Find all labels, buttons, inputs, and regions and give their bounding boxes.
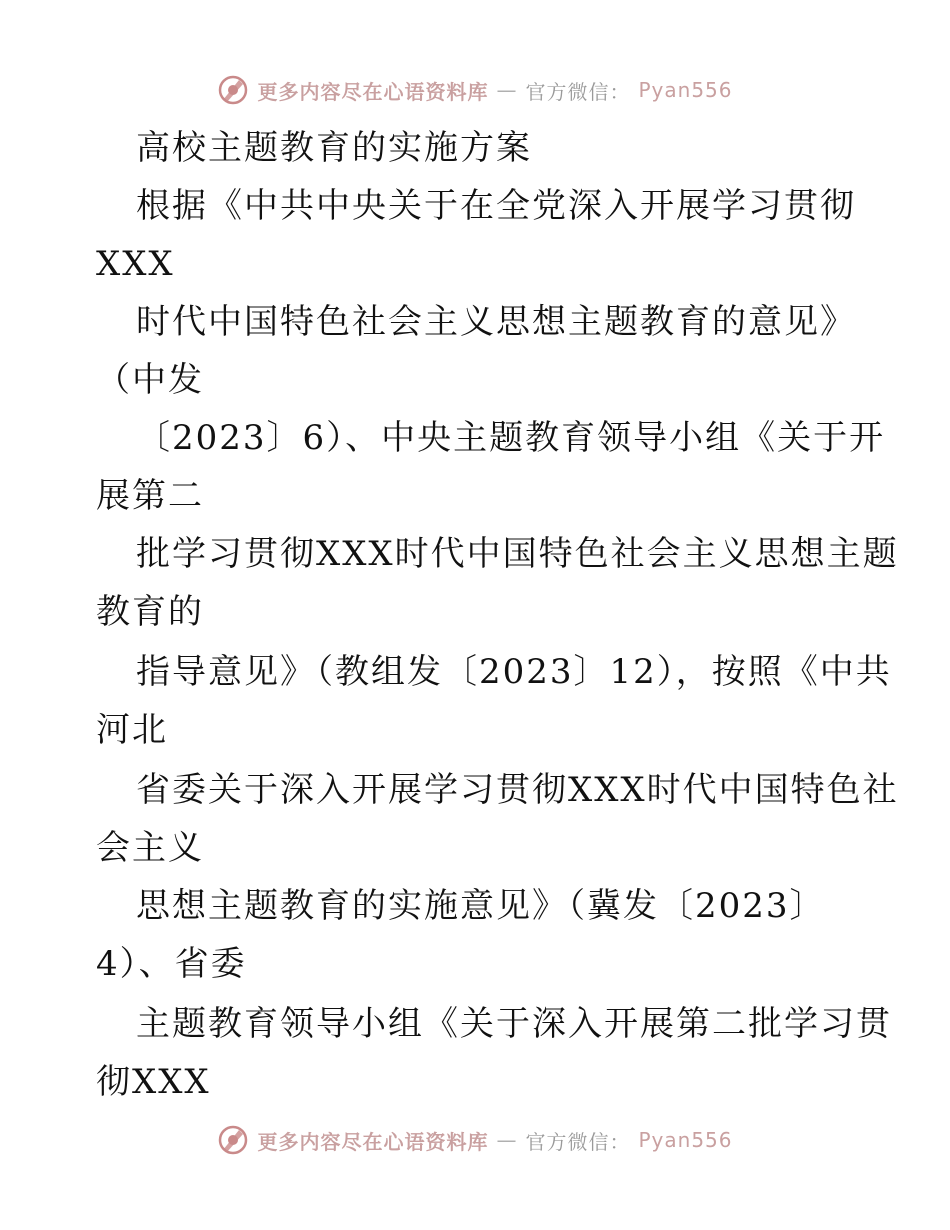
body-line: 批学习贯彻XXX时代中国特色社会主义思想主题: [136, 534, 899, 574]
body-line: 指导意见》（教组发〔2023〕12），按照《中共: [136, 652, 892, 692]
watermark-id: Pyan556: [638, 1128, 733, 1152]
body-line: （中发: [96, 360, 204, 400]
body-line: 河北: [96, 710, 168, 750]
pen-logo-icon: [217, 74, 249, 106]
watermark-dash: —: [496, 1128, 518, 1152]
watermark-dash: —: [496, 78, 518, 102]
body-line: 根据《中共中央关于在全党深入开展学习贯彻: [136, 186, 856, 226]
header-watermark: [0, 70, 950, 110]
body-line: 主题教育领导小组《关于深入开展第二批学习贯: [136, 1004, 892, 1044]
body-line: 彻XXX: [96, 1062, 211, 1102]
watermark-id: Pyan556: [638, 78, 733, 102]
body-line: 思想主题教育的实施意见》（冀发〔2023〕: [136, 886, 826, 926]
watermark-main-text: 更多内容尽在心语资料库: [257, 79, 489, 104]
body-line: 会主义: [96, 828, 204, 868]
watermark-main-text: 更多内容尽在心语资料库: [257, 1129, 489, 1154]
pen-logo-icon: [217, 1124, 249, 1156]
watermark-sub-text: 官方微信：: [525, 1129, 631, 1154]
watermark-sub-text: 官方微信：: [525, 79, 631, 104]
body-line: 省委关于深入开展学习贯彻XXX时代中国特色社: [136, 770, 899, 810]
body-line: XXX: [96, 244, 175, 284]
body-line: 4）、省委: [96, 944, 247, 984]
body-line: 时代中国特色社会主义思想主题教育的意见》: [136, 302, 856, 342]
body-line: 〔2023〕6）、中央主题教育领导小组《关于开: [136, 418, 886, 458]
footer-watermark: [0, 1120, 950, 1160]
body-line: 展第二: [96, 476, 204, 516]
body-line: 教育的: [96, 592, 204, 632]
document-title: 高校主题教育的实施方案: [136, 128, 532, 168]
